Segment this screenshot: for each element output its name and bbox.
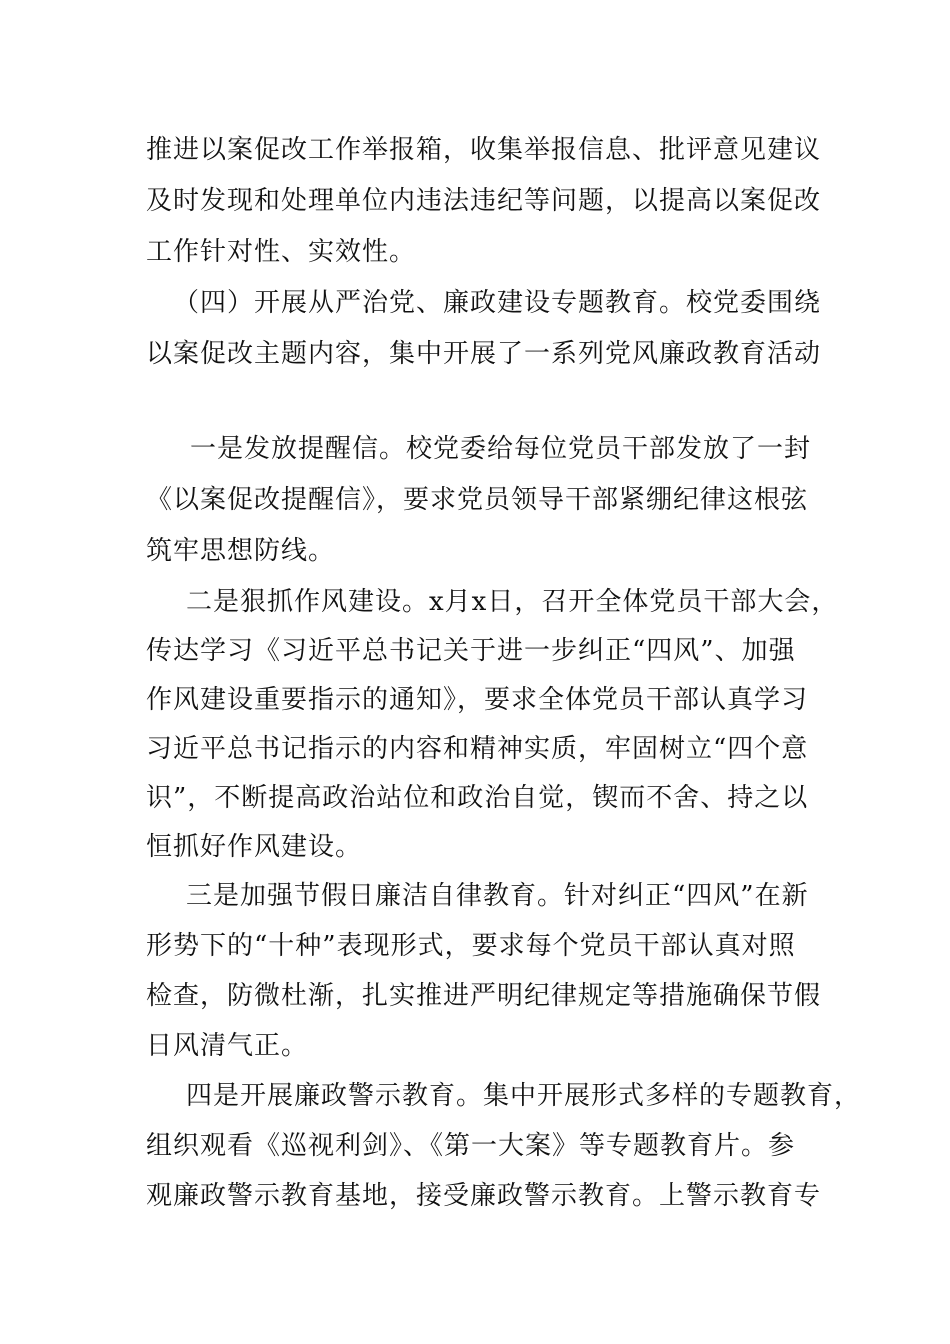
text-line: 四是开展廉政警示教育。集中开展形式多样的专题教育， <box>186 1081 862 1111</box>
text-line: 推进以案促改工作举报箱，收集举报信息、批评意见建议 <box>146 135 822 165</box>
text-line: 以案促改主题内容，集中开展了一系列党风廉政教育活动 <box>146 339 822 369</box>
text-line: 三是加强节假日廉洁自律教育。针对纠正“四风”在新 <box>186 881 809 911</box>
text-line: 作风建设重要指示的通知》，要求全体党员干部认真学习 <box>146 685 809 715</box>
text-line: 二是狠抓作风建设。x月x日，召开全体党员干部大会， <box>186 587 839 617</box>
section-heading-line: （四）开展从严治党、廉政建设专题教育。校党委围绕 <box>173 288 822 318</box>
text-line: 《以案促改提醒信》，要求党员领导干部紧绷纪律这根弦 <box>146 485 809 515</box>
text-line: 传达学习《习近平总书记关于进一步纠正“四风”、加强 <box>146 636 796 666</box>
text-line: 筑牢思想防线。 <box>146 536 336 566</box>
text-line: 习近平总书记指示的内容和精神实质，牢固树立“四个意 <box>146 734 809 764</box>
text-line: 组织观看《巡视利剑》、《第一大案》等专题教育片。参 <box>146 1131 796 1161</box>
text-line: 一是发放提醒信。校党委给每位党员干部发放了一封 <box>190 434 812 464</box>
text-line: 观廉政警示教育基地，接受廉政警示教育。上警示教育专 <box>146 1181 822 1211</box>
text-line: 及时发现和处理单位内违法违纪等问题，以提高以案促改 <box>146 186 822 216</box>
text-line: 工作针对性、实效性。 <box>146 237 417 267</box>
text-line: 识”，不断提高政治站位和政治自觉，锲而不舍、持之以 <box>146 783 809 813</box>
text-line: 恒抓好作风建设。 <box>146 832 363 862</box>
text-line: 日风清气正。 <box>146 1031 309 1061</box>
text-line: 形势下的“十种”表现形式，要求每个党员干部认真对照 <box>146 931 796 961</box>
text-line: 检查，防微杜渐，扎实推进严明纪律规定等措施确保节假 <box>146 981 822 1011</box>
